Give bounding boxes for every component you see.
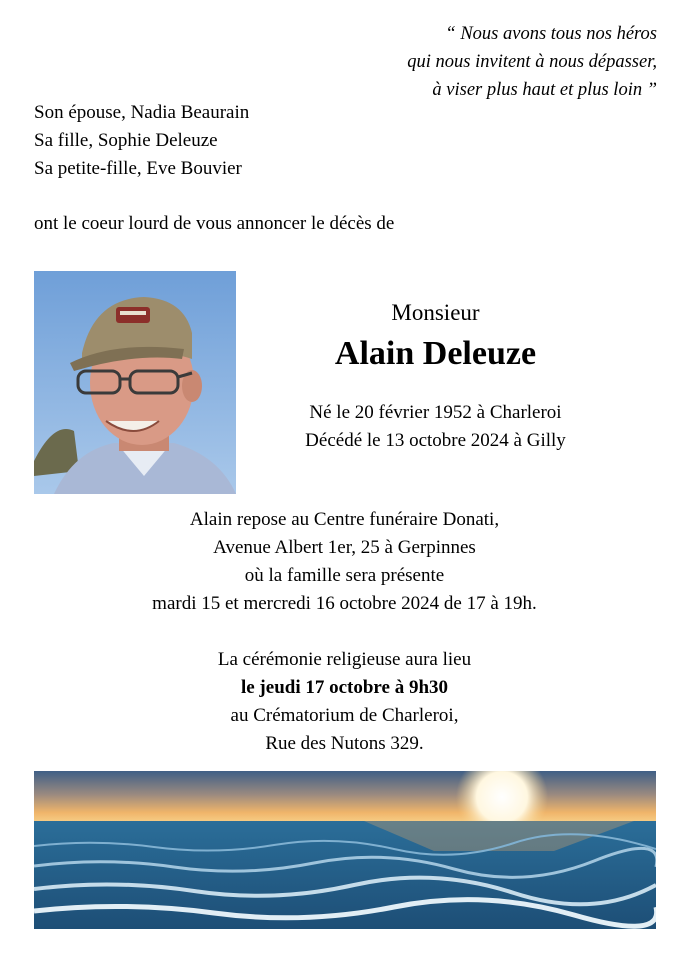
ceremony-date: le jeudi 17 octobre à 9h30 (240, 677, 449, 698)
epigraph-quote (317, 20, 657, 104)
quote-line: à viser plus haut et plus loin ” (432, 80, 657, 100)
visitation-line: Alain repose au Centre funéraire Donati, (189, 509, 500, 530)
sunset-sea-image (34, 771, 656, 929)
deceased-title: Monsieur (391, 300, 480, 325)
family-member: Sa petite-fille, Eve Bouvier (34, 158, 242, 179)
visitation-line: Avenue Albert 1er, 25 à Gerpinnes (213, 537, 476, 558)
deceased-name: Alain Deleuze (334, 335, 537, 372)
family-member: Sa fille, Sophie Deleuze (34, 130, 218, 151)
ceremony-intro: La cérémonie religieuse aura lieu (217, 649, 472, 670)
ceremony-place: au Crématorium de Charleroi, (230, 705, 459, 726)
announcement-text: ont le coeur lourd de vous annoncer le décès de (34, 213, 395, 234)
ceremony-address: Rue des Nutons 329. (265, 733, 424, 754)
birth-date: Né le 20 février 1952 à Charleroi (309, 402, 562, 423)
life-dates (236, 399, 635, 455)
portrait-photo (34, 271, 236, 494)
family-member: Son épouse, Nadia Beaurain (34, 102, 250, 123)
death-date: Décédé le 13 octobre 2024 à Gilly (305, 430, 566, 451)
family-list (34, 99, 249, 183)
quote-line: qui nous invitent à nous dépasser, (407, 52, 657, 72)
visitation-info (0, 506, 689, 618)
visitation-line: où la famille sera présente (244, 565, 445, 586)
quote-line: “ Nous avons tous nos héros (445, 24, 657, 44)
ceremony-info (0, 646, 689, 758)
visitation-line: mardi 15 et mercredi 16 octobre 2024 de 17 à 19h. (152, 593, 537, 614)
